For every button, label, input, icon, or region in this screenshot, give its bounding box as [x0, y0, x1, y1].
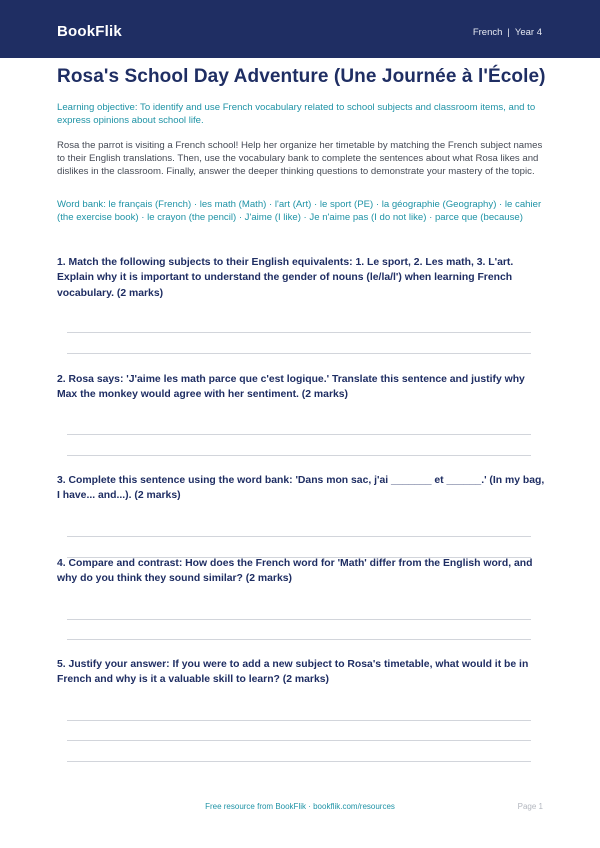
- answer-line[interactable]: [67, 536, 531, 537]
- footer-resource-link[interactable]: Free resource from BookFlik · bookflik.com/resources: [205, 802, 395, 811]
- question-5: 5. Justify your answer: If you were to add a new subject to Rosa's timetable, what would it be in French and why is it a valuable skill to learn? (2 marks): [57, 659, 529, 686]
- answer-line[interactable]: [67, 740, 531, 741]
- worksheet-title: Rosa's School Day Adventure (Une Journée à l'École): [57, 66, 546, 87]
- page-number: Page 1: [517, 802, 543, 811]
- subject-label: French: [472, 27, 503, 38]
- answer-line[interactable]: [67, 761, 531, 762]
- question-2: 2. Rosa says: 'J'aime les math parce que c'est logique.' Translate this sentence and justify why Max the monkey would agree with her sentiment. (2 marks): [57, 374, 525, 401]
- brand-logo: BookFlik: [57, 23, 122, 40]
- answer-line[interactable]: [67, 639, 531, 640]
- intro-paragraph: Rosa the parrot is visiting a French school! Help her organize her timetable by matching the French subject names to their English translations. Then, use the vocabulary bank to complete the sentences about what Rosa likes and dislikes in the classroom. Finally, answer the deeper thinking questions to demonstrate your mastery of the topic.: [57, 140, 543, 177]
- answer-line[interactable]: [67, 455, 531, 456]
- answer-line[interactable]: [67, 353, 531, 354]
- answer-line[interactable]: [67, 619, 531, 620]
- page-header: [0, 0, 600, 58]
- question-4: 4. Compare and contrast: How does the French word for 'Math' differ from the English word, and why do you think they sound similar? (2 marks): [57, 558, 533, 585]
- answer-line[interactable]: [67, 434, 531, 435]
- word-bank: Word bank: le français (French) · les math (Math) · l'art (Art) · le sport (PE) · la géographie (Geography) · le cahier (the exercise book) · le crayon (the pencil) · J'aime (I like) · Je n'aime pas (I do not like) · parce que (because): [57, 199, 542, 224]
- year-label: Year 4: [514, 27, 542, 38]
- learning-objective: Learning objective: To identify and use French vocabulary related to school subjects and classroom items, and to express opinions about school life.: [57, 102, 536, 126]
- answer-line[interactable]: [67, 332, 531, 333]
- question-1: 1. Match the following subjects to their English equivalents: 1. Le sport, 2. Les math, 3. L'art. Explain why it is important to understand the gender of nouns (le/la/l') when learning French vocabulary. (2 marks): [57, 257, 514, 299]
- question-3: 3. Complete this sentence using the word bank: 'Dans mon sac, j'ai _______ et ______.' (In my bag, I have... and...). (2 marks): [57, 475, 545, 502]
- meta-separator: |: [507, 27, 510, 38]
- answer-line[interactable]: [67, 720, 531, 721]
- header-meta: [473, 27, 542, 38]
